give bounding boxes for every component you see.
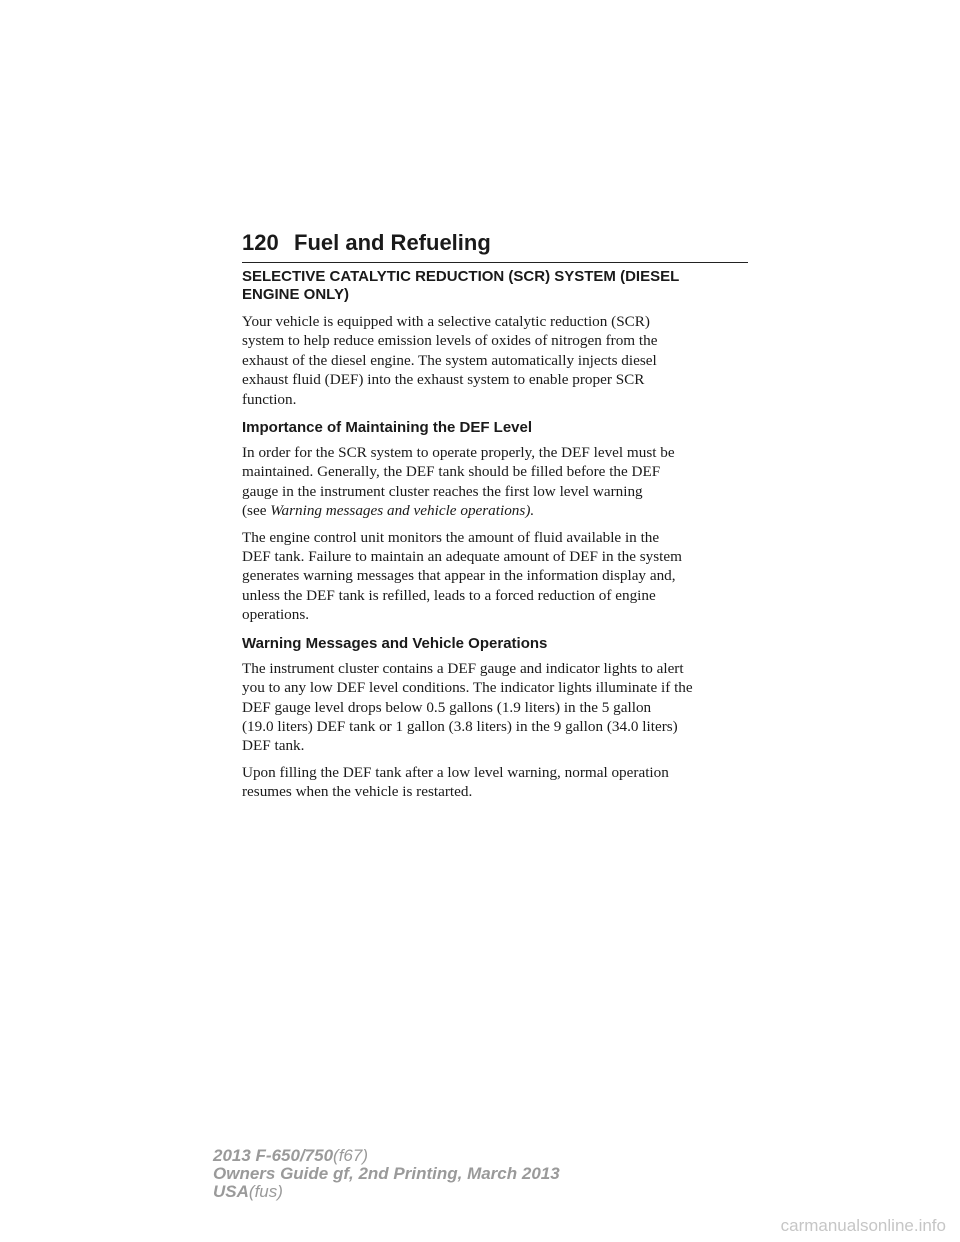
main-heading: SELECTIVE CATALYTIC REDUCTION (SCR) SYSTEM (DIESEL ENGINE ONLY) xyxy=(242,268,680,303)
engine-control-paragraph: The engine control unit monitors the amount of fluid available in the DEF tank. Failure to maintain an adequate amount of DEF in the system generates warning messages that appear in the information display and, unless the DEF tank is refilled, leads to a forced reduction of engine operations. xyxy=(242,528,682,624)
def-level-text: In order for the SCR system to operate properly, the DEF level must be maintained. Generally, the DEF tank should be filled before the DEF gauge in the instrument cluster reaches the first low level warning (see xyxy=(242,444,675,520)
instrument-cluster-paragraph: The instrument cluster contains a DEF gauge and indicator lights to alert you to any low DEF level conditions. The indicator lights illuminate if the DEF gauge level drops below 0.5 gallons (1.9 liters) in the 5 gallon (19.0 liters) DEF tank or 1 gallon (3.8 liters) in the 9 gallon (34.0 liters) DEF tank. xyxy=(242,659,693,755)
footer-model-line xyxy=(213,1147,560,1165)
section-title: Fuel and Refueling xyxy=(294,230,491,255)
refill-paragraph: Upon filling the DEF tank after a low level warning, normal operation resumes when the vehicle is restarted. xyxy=(242,763,669,801)
page-number: 120 xyxy=(242,230,279,255)
page-content xyxy=(242,268,754,809)
site-watermark: carmanualsonline.info xyxy=(780,1216,946,1235)
def-level-paragraph xyxy=(242,443,754,521)
page-header xyxy=(242,228,748,263)
footer-model-code: (f67) xyxy=(333,1146,369,1165)
page-footer xyxy=(213,1147,560,1201)
footer-model: 2013 F-650/750 xyxy=(213,1146,334,1165)
footer-region-line xyxy=(213,1183,560,1201)
heading-def-level: Importance of Maintaining the DEF Level xyxy=(242,419,533,437)
heading-warning-messages: Warning Messages and Vehicle Operations xyxy=(242,634,548,652)
footer-region-code: (fus) xyxy=(248,1182,283,1201)
intro-paragraph: Your vehicle is equipped with a selective catalytic reduction (SCR) system to help reduce emission levels of oxides of nitrogen from the exhaust of the diesel engine. The system automatically injects diesel exhaust fluid (DEF) into the exhaust system to enable proper SCR function. xyxy=(242,313,658,408)
cross-reference-link[interactable]: Warning messages and vehicle operations). xyxy=(270,502,535,520)
footer-guide-line: Owners Guide gf, 2nd Printing, March 2013 xyxy=(213,1164,560,1183)
footer-region: USA xyxy=(213,1182,249,1201)
